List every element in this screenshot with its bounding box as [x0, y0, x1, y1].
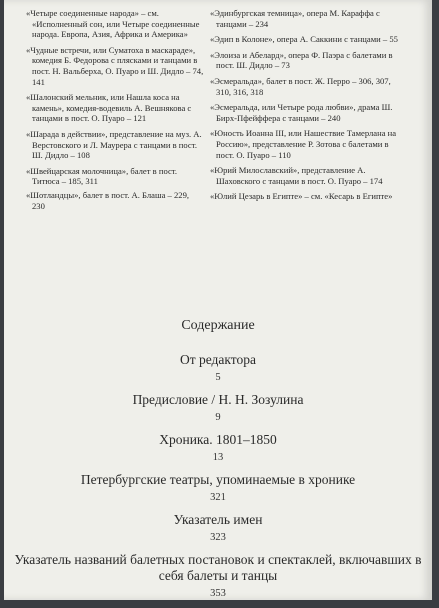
toc-item-page: 13 — [212, 452, 224, 463]
toc-item-label: Хроника. 1801–1850 — [159, 432, 277, 447]
index-left-column — [26, 8, 204, 216]
index-entry: «Четыре соединенные народа» – см. «Исполненный сон, или Четыре соединенные народа. Европа, Азия, Африка и Америка» — [26, 8, 200, 40]
index-entry: «Шарада в действии», представление на муз. А. Верстовского и Л. Маурера с танцами в пост. Ш. Дидло – 108 — [26, 128, 202, 161]
index-entry: «Швейцарская молочница», балет в пост. Титюса – 185, 311 — [26, 165, 178, 187]
index-entry: «Чудные встречи, или Суматоха в маскараде», комедия Б. Федорова с плясками и танцами в пост. Н. Вальберха, О. Пуаро и Ш. Дидло – 74, 141 — [26, 44, 204, 87]
toc-item-page: 9 — [215, 412, 221, 423]
toc-item-page: 323 — [210, 532, 226, 543]
toc-item-label: Указатель имен — [173, 512, 263, 527]
table-of-contents — [4, 318, 432, 608]
toc-item-label: От редактора — [179, 352, 257, 367]
index-entry: «Эдинбургская темница», опера М. Караффа с танцами – 234 — [210, 8, 380, 29]
toc-title: Содержание — [181, 318, 255, 333]
index-entry: «Эсмеральда, или Четыре рода любви», драма Ш. Бирх-Пфейффера с танцами – 240 — [210, 102, 393, 123]
toc-item-label: Петербургские театры, упоминаемые в хронике — [80, 472, 356, 487]
toc-item-page: 321 — [210, 492, 226, 503]
index-right-column — [210, 8, 406, 207]
index-entry: «Шалонский мельник, или Нашла коса на камень», комедия-водевиль А. Вешнякова с танцами в пост. О. Пуаро – 121 — [26, 92, 192, 124]
index-entry: «Юрий Милославский», представление А. Шаховского с танцами в пост. О. Пуаро – 174 — [210, 165, 383, 186]
index-entry: «Эдип в Колоне», опера А. Саккини с танцами – 55 — [210, 34, 398, 45]
index-entry: «Юность Иоанна III, или Нашествие Тамерлана на Россию», представление Р. Зотова с балетами в пост. О. Пуаро – 110 — [210, 128, 397, 160]
index-entry: «Юлий Цезарь в Египте» – см. «Кесарь в Египте» — [210, 191, 393, 202]
book-page — [4, 0, 432, 600]
index-entry: «Шотландцы», балет в пост. А. Блаша – 229, 230 — [26, 189, 190, 211]
index-entry: «Элоиза и Абелард», опера Ф. Паэра с балетами в пост. Ш. Дидло – 73 — [210, 49, 393, 71]
toc-item-page: 5 — [215, 372, 221, 383]
index-entry: «Эсмеральда», балет в пост. Ж. Перро – 306, 307, 310, 316, 318 — [210, 75, 391, 97]
toc-item-page: 353 — [210, 588, 226, 599]
toc-item-label: Предисловие / Н. Н. Зозулина — [132, 392, 304, 407]
toc-item-label: Указатель названий балетных постановок и спектаклей, включавших в себя балеты и танцы — [14, 552, 422, 583]
